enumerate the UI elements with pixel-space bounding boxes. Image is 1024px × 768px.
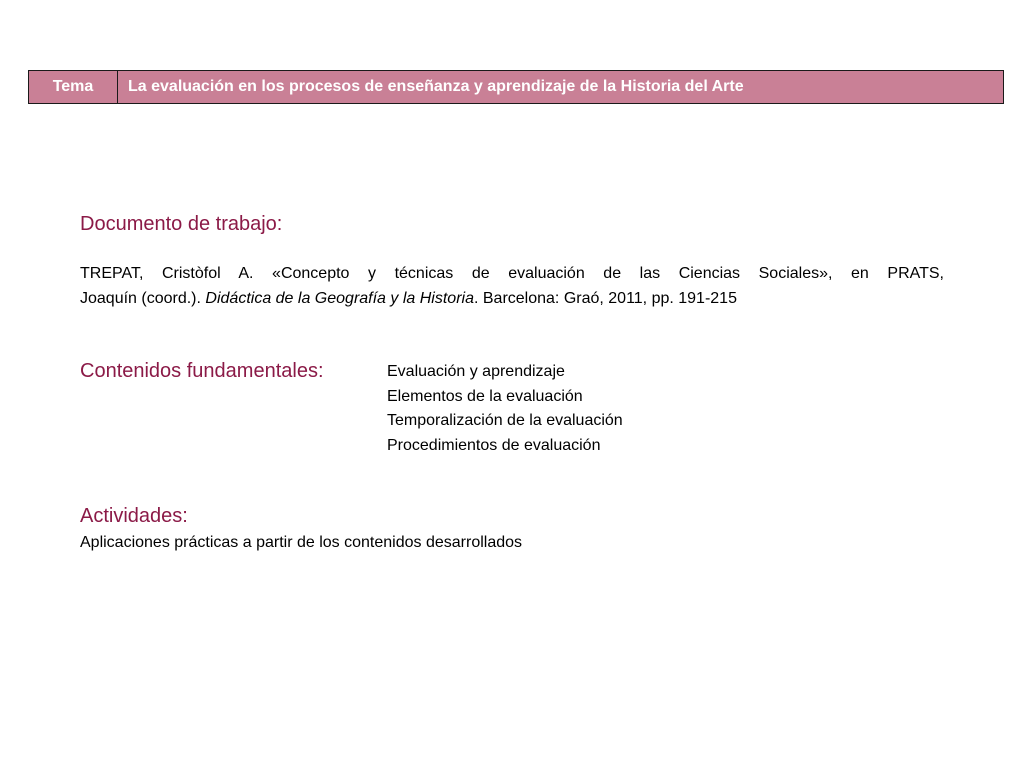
reference-book-title: Didáctica de la Geografía y la Historia (205, 290, 474, 307)
topic-header-table (28, 70, 1004, 104)
list-item: Procedimientos de evaluación (387, 436, 601, 454)
list-item: Evaluación y aprendizaje (387, 363, 565, 380)
activities-heading: Actividades: (80, 505, 188, 527)
list-item: Elementos de la evaluación (387, 387, 583, 405)
topic-label-cell: Tema (29, 71, 118, 103)
reference-publisher: . Barcelona: Graó, 2011, pp. 191-215 (473, 290, 737, 307)
reference-editor: Joaquín (coord.). (80, 290, 206, 307)
activities-description: Aplicaciones prácticas a partir de los contenidos desarrollados (80, 534, 523, 551)
fundamental-contents-heading: Contenidos fundamentales: (80, 360, 324, 382)
list-item: Temporalización de la evaluación (387, 412, 623, 429)
bibliographic-reference (80, 261, 944, 311)
topic-title-cell: La evaluación en los procesos de enseñanza y aprendizaje de la Historia del Arte (128, 78, 744, 95)
fundamental-contents-list (387, 360, 623, 458)
reference-line-2 (80, 286, 944, 311)
working-document-heading: Documento de trabajo: (80, 213, 283, 235)
reference-line-1: TREPAT, Cristòfol A. «Concepto y técnicas de evaluación de las Ciencias Sociales», en PRATS, (80, 265, 944, 282)
